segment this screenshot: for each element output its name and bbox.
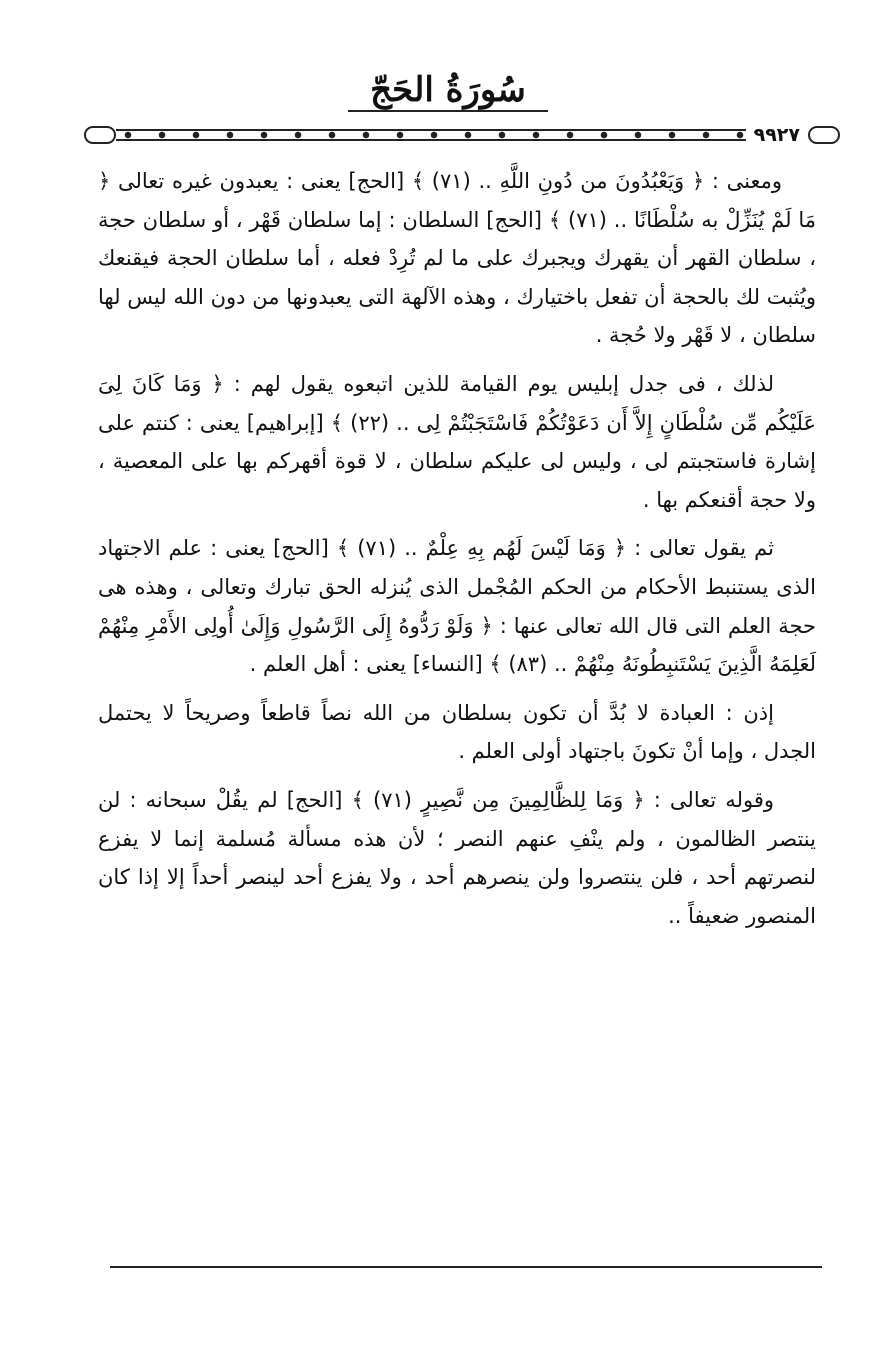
- ornament-chain-icon: [116, 124, 746, 146]
- paragraph: ومعنى : ﴿ وَيَعْبُدُونَ من دُونِ اللَّهِ .. (٧١) ﴾ [الحج] يعنى : يعبدون غيره تعالى ﴿ مَا لَمْ يُنَزِّلْ به سُلْطَانًا .. (٧١) ﴾ [الحج] السلطان : إما سلطان قَهْر ، أو سلطان حجة ، سلطان القهر أن يقهرك ويجبرك على ما لم تُرِدْ فعله ، أما سلطان الحجة فيقنعك ويُثبت لك بالحجة أن تفعل باختيارك ، وهذه الآلهة التى يعبدونها من دون الله ليس لها سلطان ، لا قَهْر ولا حُجة .: [98, 169, 816, 348]
- body-text: [98, 162, 816, 945]
- surah-title: [0, 70, 896, 112]
- surah-title-text: سُورَةُ الحَجّ: [348, 70, 548, 112]
- ornament-start-icon: [84, 126, 116, 144]
- paragraph: وقوله تعالى : ﴿ وَمَا لِلظَّالِمِينَ مِن نَّصِيرٍ (٧١) ﴾ [الحج] لم يقُلْ سبحانه : لن ينتصر الظالمون ، ولم ينْفِ عنهم النصر ؛ لأن هذه مسألة مُسلمة إنما لا يفزع لنصرتهم أحد ، فلن ينتصروا ولن ينصرهم أحد ، ولا يفزع أحد لينصر أحداً إلا إذا كان المنصور ضعيفاً ..: [98, 787, 816, 928]
- header-ornament-band: [84, 124, 840, 146]
- page-number: ٩٩٢٧: [753, 124, 800, 146]
- paragraph: لذلك ، فى جدل إبليس يوم القيامة للذين اتبعوه يقول لهم : ﴿ وَمَا كَانَ لِىَ عَلَيْكُم مِّن سُلْطَانٍ إِلاَّ أَن دَعَوْتُكُمْ فَاسْتَجَبْتُمْ لِى .. (٢٢) ﴾ [إبراهيم] يعنى : كنتم على إشارة فاستجبتم لى ، وليس لى عليكم سلطان ، لا قوة أقهركم بها على المعصية ، ولا حجة أقنعكم بها .: [98, 371, 816, 512]
- paragraph: إذن : العبادة لا بُدَّ أن تكون بسلطان من الله نصاً قاطعاً وصريحاً لا يحتمل الجدل ، وإما أنْ تكونَ باجتهاد أولى العلم .: [98, 700, 816, 764]
- footer-rule: [110, 1266, 822, 1268]
- ornament-end-icon: [808, 126, 840, 144]
- paragraph: ثم يقول تعالى : ﴿ وَمَا لَيْسَ لَهُم بِهِ عِلْمٌ .. (٧١) ﴾ [الحج] يعنى : علم الاجتهاد الذى يستنبط الأحكام من الحكم المُجْمل الذى يُنزله الحق تبارك وتعالى ، وهذه هى حجة العلم التى قال الله تعالى عنها : ﴿ وَلَوْ رَدُّوهُ إِلَى الرَّسُولِ وَإِلَىٰ أُولِى الأَمْرِ مِنْهُمْ لَعَلِمَهُ الَّذِينَ يَسْتَنبِطُونَهُ مِنْهُمْ .. (٨٣) ﴾ [النساء] يعنى : أهل العلم .: [98, 536, 816, 677]
